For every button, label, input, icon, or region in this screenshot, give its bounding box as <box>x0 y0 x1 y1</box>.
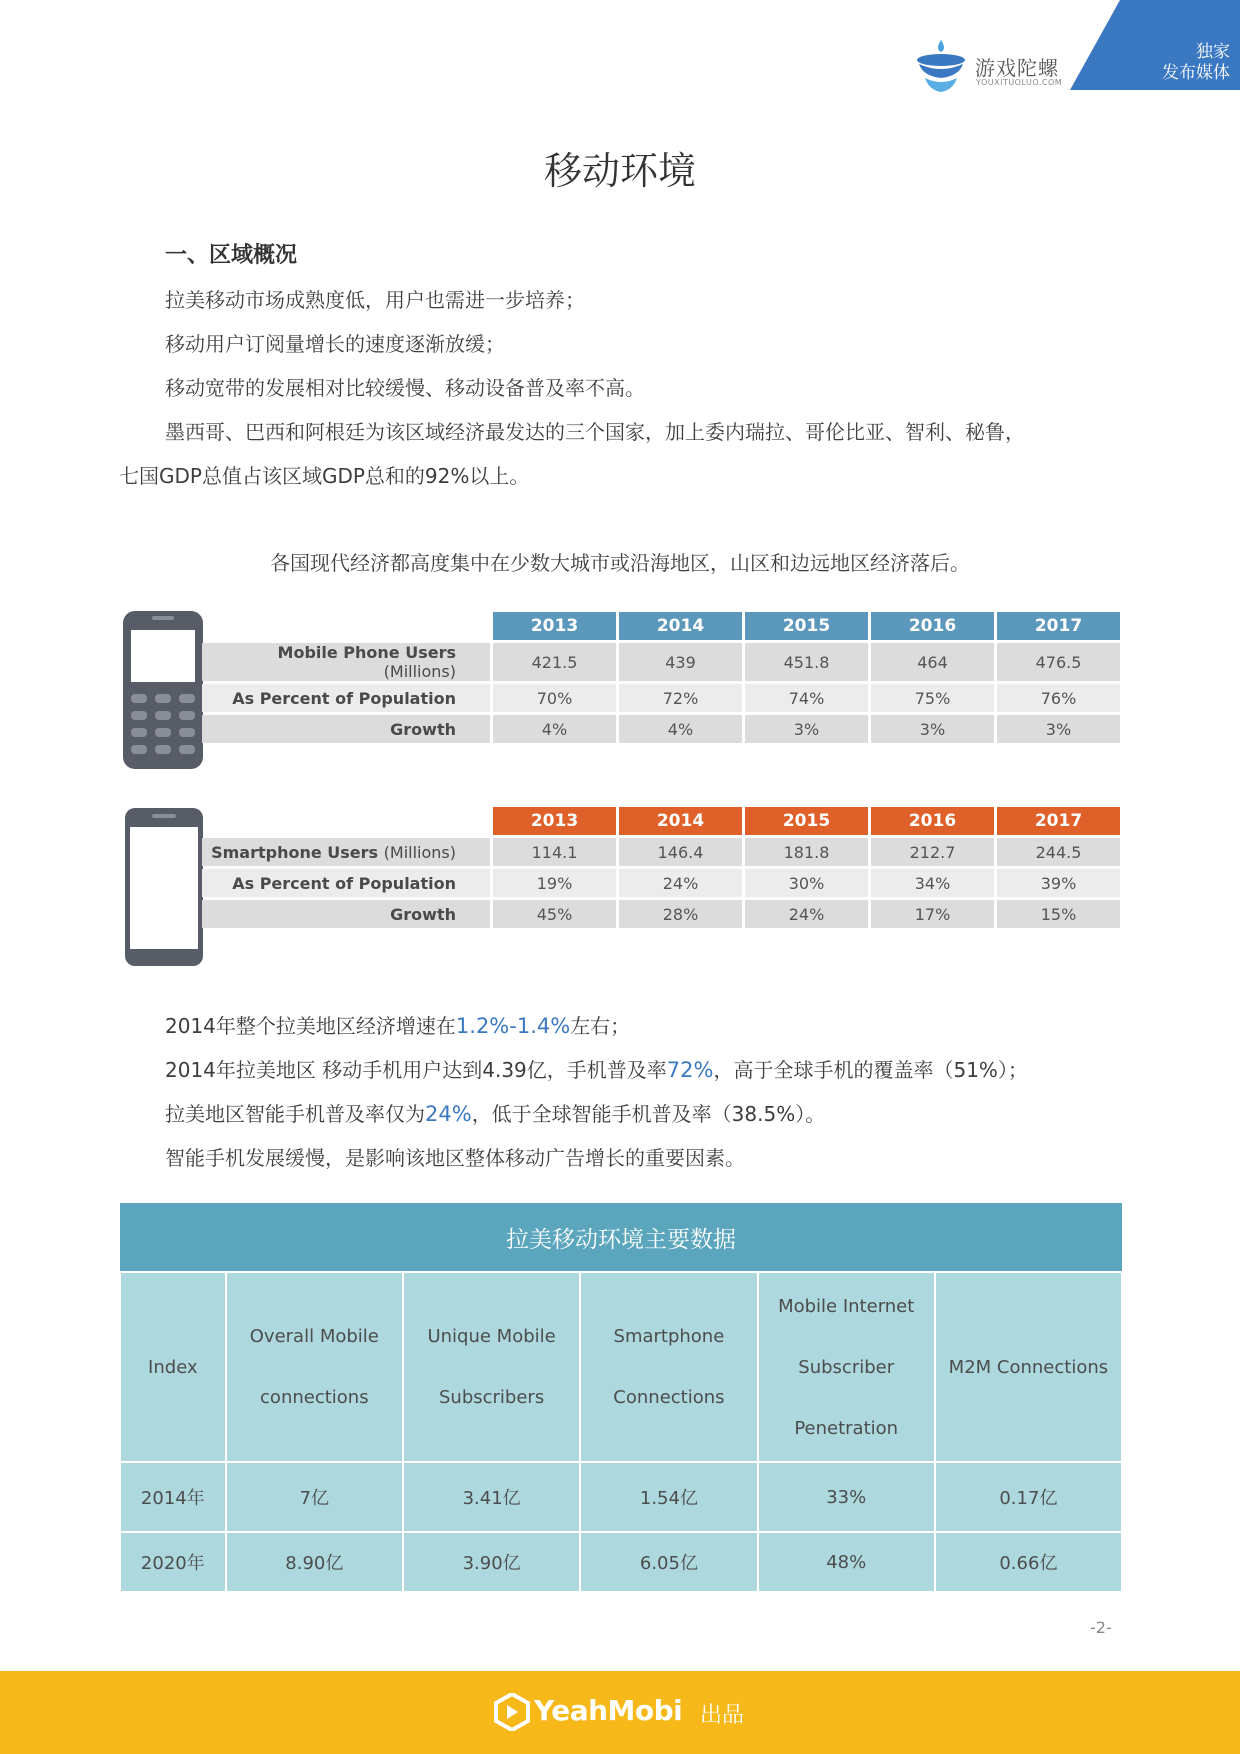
smartphone-table <box>199 804 1123 931</box>
paragraph: 移动宽带的发展相对比较缓慢、移动设备普及率不高。 <box>165 376 645 400</box>
logo-icon <box>915 38 967 94</box>
paragraph: 拉美移动市场成熟度低，用户也需进一步培养； <box>165 288 585 312</box>
row-label: Growth <box>202 715 490 743</box>
table-cell: 48% <box>758 1532 935 1592</box>
table-cell: 3% <box>997 715 1120 743</box>
row-label: Growth <box>202 900 490 928</box>
table-cell: 451.8 <box>745 643 868 681</box>
year-header: 2015 <box>745 612 868 640</box>
corner-line-1: 独家 <box>1196 42 1230 62</box>
mobile-phone-table <box>199 609 1123 746</box>
row-label: As Percent of Population <box>202 869 490 897</box>
corner-line-2: 发布媒体 <box>1162 63 1230 83</box>
table-cell: 3% <box>871 715 994 743</box>
table-row <box>202 869 1120 897</box>
table-cell: 114.1 <box>493 838 616 866</box>
table-cell: 2020年 <box>120 1532 226 1592</box>
corner-banner-text <box>1100 42 1230 84</box>
fact-line: 拉美地区智能手机普及率仅为24%，低于全球智能手机普及率（38.5%）。 <box>165 1102 826 1126</box>
table-cell: 72% <box>619 684 742 712</box>
table-header-row <box>202 612 1120 640</box>
year-header: 2014 <box>619 807 742 835</box>
table-row <box>202 684 1120 712</box>
table-cell: 75% <box>871 684 994 712</box>
year-header: 2013 <box>493 612 616 640</box>
table-cell: 6.05亿 <box>580 1532 757 1592</box>
table-cell: 4% <box>619 715 742 743</box>
fact-line: 智能手机发展缓慢，是影响该地区整体移动广告增长的重要因素。 <box>165 1146 745 1170</box>
page-number: -2- <box>1090 1618 1112 1637</box>
table-caption: 拉美移动环境主要数据 <box>120 1203 1122 1272</box>
year-header: 2015 <box>745 807 868 835</box>
table-cell: 24% <box>745 900 868 928</box>
row-label: Mobile Phone Users (Millions) <box>202 643 490 681</box>
year-header: 2014 <box>619 612 742 640</box>
table-row <box>120 1532 1122 1592</box>
table-cell: 146.4 <box>619 838 742 866</box>
footer-tag: 出品 <box>700 1703 745 1728</box>
table-cell: 15% <box>997 900 1120 928</box>
table-cell: 70% <box>493 684 616 712</box>
table-cell: 0.17亿 <box>935 1462 1122 1532</box>
table-cell: 39% <box>997 869 1120 897</box>
footer-brand: YeahMobi <box>534 1694 683 1727</box>
table-cell: 34% <box>871 869 994 897</box>
table-row <box>120 1462 1122 1532</box>
table-cell: 244.5 <box>997 838 1120 866</box>
table-row <box>202 838 1120 866</box>
table-cell: 17% <box>871 900 994 928</box>
column-header: Overall Mobile connections <box>226 1272 403 1462</box>
paragraph: 七国GDP总值占该区域GDP总和的92%以上。 <box>119 464 530 488</box>
table-cell: 8.90亿 <box>226 1532 403 1592</box>
column-header: Mobile Internet Subscriber Penetration <box>758 1272 935 1462</box>
feature-phone-icon <box>122 610 204 770</box>
table-cell: 439 <box>619 643 742 681</box>
table-row <box>202 715 1120 743</box>
table-cell: 1.54亿 <box>580 1462 757 1532</box>
smartphone-icon <box>124 807 204 967</box>
paragraph: 墨西哥、巴西和阿根廷为该区域经济最发达的三个国家，加上委内瑞拉、哥伦比亚、智利、秘鲁， <box>165 420 1025 444</box>
table-header-row <box>120 1272 1122 1462</box>
year-header: 2013 <box>493 807 616 835</box>
section-heading: 一、区域概况 <box>165 243 298 268</box>
column-header: Unique Mobile Subscribers <box>403 1272 580 1462</box>
table-cell: 3.90亿 <box>403 1532 580 1592</box>
fact-line: 2014年整个拉美地区经济增速在1.2%-1.4%左右； <box>165 1014 631 1038</box>
column-header: Index <box>120 1272 226 1462</box>
table-cell: 19% <box>493 869 616 897</box>
table-cell: 74% <box>745 684 868 712</box>
logo-text: 游戏陀螺 <box>975 56 1059 80</box>
page-title: 移动环境 <box>543 149 696 193</box>
table-row <box>202 900 1120 928</box>
table-cell: 212.7 <box>871 838 994 866</box>
table-header-row <box>202 807 1120 835</box>
row-label: As Percent of Population <box>202 684 490 712</box>
table-cell: 181.8 <box>745 838 868 866</box>
table-cell: 33% <box>758 1462 935 1532</box>
yeahmobi-logo-icon <box>494 1693 530 1731</box>
table-cell: 421.5 <box>493 643 616 681</box>
year-header: 2017 <box>997 807 1120 835</box>
table-cell: 4% <box>493 715 616 743</box>
logo-subtext: YOUXITUOLUO.COM <box>976 78 1063 87</box>
table-cell: 30% <box>745 869 868 897</box>
paragraph: 移动用户订阅量增长的速度逐渐放缓； <box>165 332 505 356</box>
table-cell: 464 <box>871 643 994 681</box>
centered-note: 各国现代经济都高度集中在少数大城市或沿海地区，山区和边远地区经济落后。 <box>270 551 970 575</box>
table-cell: 0.66亿 <box>935 1532 1122 1592</box>
year-header: 2016 <box>871 807 994 835</box>
table-cell: 24% <box>619 869 742 897</box>
table-caption-row <box>120 1203 1122 1272</box>
year-header: 2016 <box>871 612 994 640</box>
fact-line: 2014年拉美地区 移动手机用户达到4.39亿，手机普及率72%，高于全球手机的覆盖率（51%）； <box>165 1058 1028 1082</box>
year-header: 2017 <box>997 612 1120 640</box>
table-cell: 7亿 <box>226 1462 403 1532</box>
row-label: Smartphone Users (Millions) <box>202 838 490 866</box>
table-cell: 3% <box>745 715 868 743</box>
main-data-table <box>119 1203 1123 1593</box>
table-cell: 45% <box>493 900 616 928</box>
table-cell: 2014年 <box>120 1462 226 1532</box>
table-cell: 28% <box>619 900 742 928</box>
column-header: M2M Connections <box>935 1272 1122 1462</box>
table-cell: 3.41亿 <box>403 1462 580 1532</box>
column-header: Smartphone Connections <box>580 1272 757 1462</box>
table-cell: 476.5 <box>997 643 1120 681</box>
table-row <box>202 643 1120 681</box>
table-cell: 76% <box>997 684 1120 712</box>
